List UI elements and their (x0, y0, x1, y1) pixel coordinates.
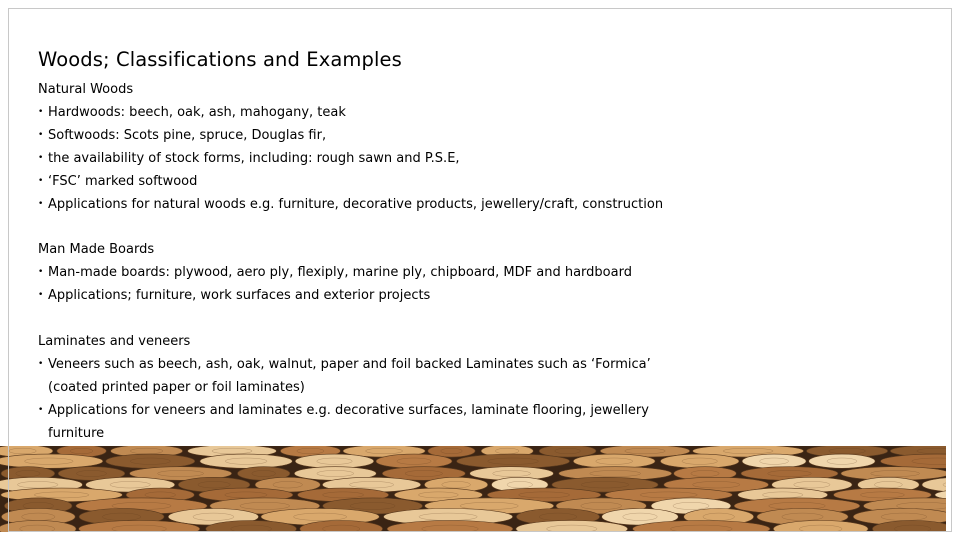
bullet-text-continued: (coated printed paper or foil laminates) (48, 380, 305, 395)
bullet-text: Veneers such as beech, ash, oak, walnut, paper and foil backed Laminates such as ‘Formica’ (48, 357, 651, 372)
bullet-item (38, 124, 918, 147)
section-heading: Natural Woods (38, 82, 134, 97)
bullet-text: Hardwoods: beech, oak, ash, mahogany, teak (48, 105, 346, 120)
spacer (38, 307, 918, 330)
bullet-item (38, 353, 918, 399)
bullet-text: Applications for natural woods e.g. furniture, decorative products, jewellery/craft, construction (48, 197, 664, 212)
bullet-item (38, 261, 918, 284)
bullet-text: Man-made boards: plywood, aero ply, flexiply, marine ply, chipboard, MDF and hardboard (48, 265, 632, 280)
log-end (742, 454, 806, 468)
log-end (106, 454, 195, 468)
section-heading: Laminates and veneers (38, 334, 191, 349)
log-end (457, 454, 570, 468)
log-end (660, 454, 739, 468)
bullet-item (38, 193, 918, 216)
section-heading: Man Made Boards (38, 242, 155, 257)
bullet-text: Applications for veneers and laminates e.g. decorative surfaces, laminate flooring, jewellery (48, 403, 649, 418)
log-ends (0, 446, 946, 532)
bullet-text: ‘FSC’ marked softwood (48, 174, 198, 189)
bullet-text-continued: furniture (48, 426, 105, 441)
spacer (38, 216, 918, 238)
bullet-item (38, 170, 918, 193)
bullet-item (38, 101, 918, 124)
log-end (573, 454, 655, 468)
bullet-text: the availability of stock forms, including: rough sawn and P.S.E, (48, 151, 460, 166)
log-ends-image (0, 446, 946, 532)
section-man-made-boards (38, 238, 918, 307)
slide-content (38, 78, 918, 445)
section-laminates-veneers (38, 330, 918, 445)
log-end (200, 454, 292, 468)
log-end (295, 454, 374, 468)
section-natural-woods (38, 78, 918, 216)
log-end (0, 454, 103, 468)
bullet-item (38, 284, 918, 307)
log-end (809, 454, 875, 468)
slide-title: Woods; Classifications and Examples (38, 48, 402, 71)
bullet-item (38, 399, 918, 445)
bullet-item (38, 147, 918, 170)
log-end (376, 454, 452, 468)
bullet-text: Applications; furniture, work surfaces and exterior projects (48, 288, 431, 303)
bullet-text: Softwoods: Scots pine, spruce, Douglas fir, (48, 128, 327, 143)
